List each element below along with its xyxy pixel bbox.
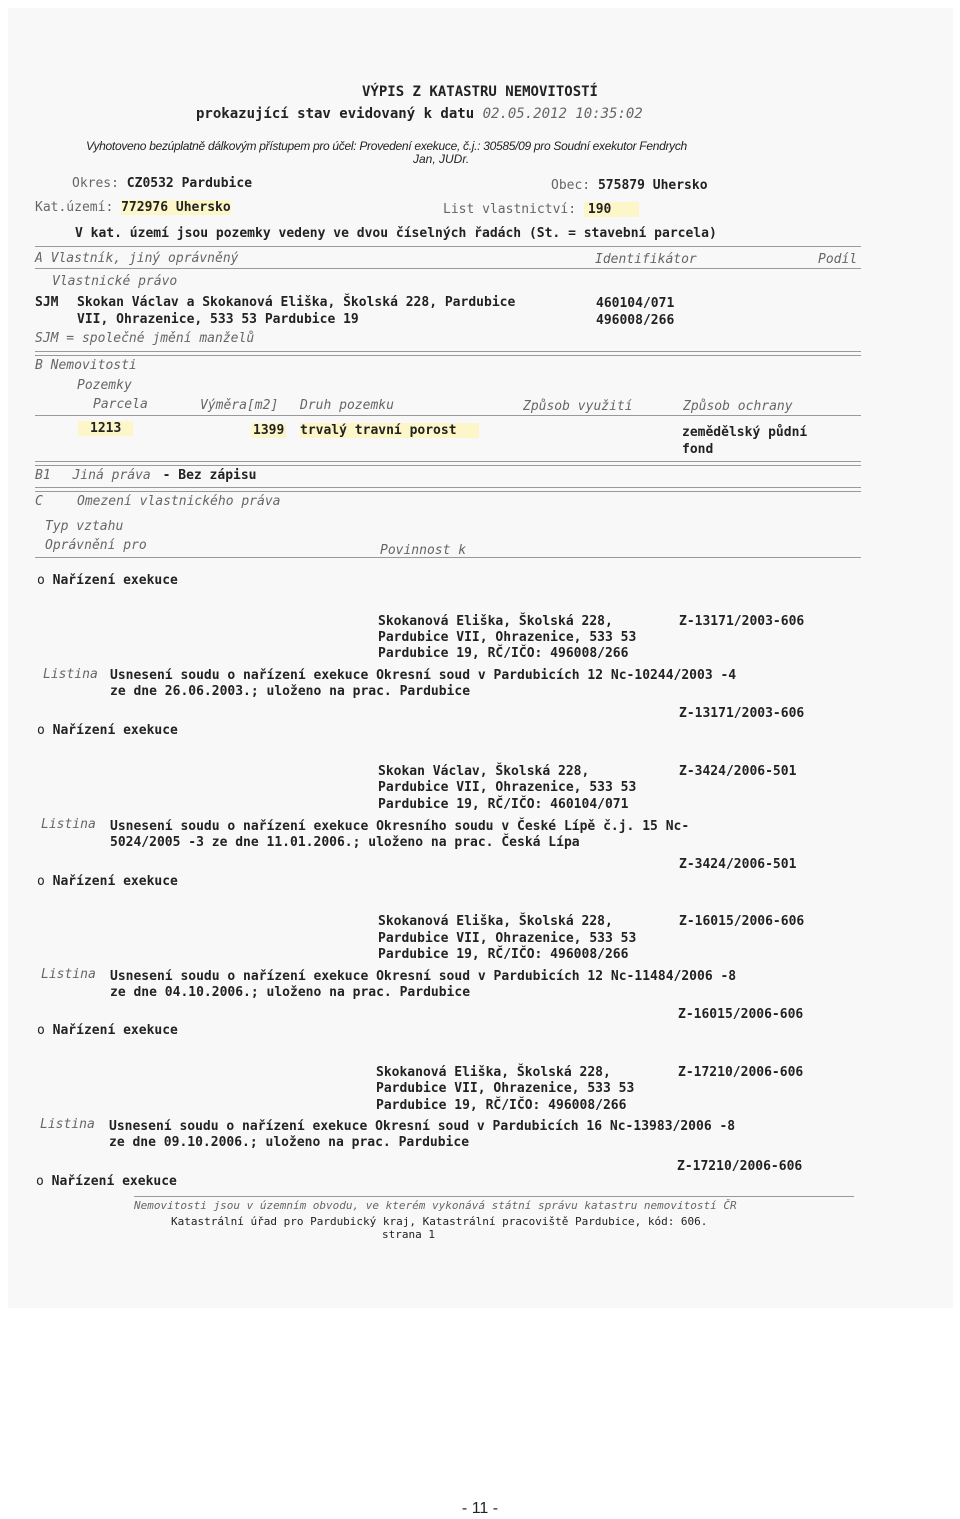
entry-reference: Z-13171/2003-606: [679, 706, 805, 721]
parcel-type: trvalý travní porost: [300, 423, 479, 438]
bullet: o: [36, 1174, 44, 1189]
protection-line-1: zemědělský půdní: [682, 425, 808, 440]
purpose-line-1: Vyhotoveno bezúplatně dálkovým přístupem pro účel: Provedení exekuce, č.j.: 30585/09 pro Soudní exekutor Fendrych: [86, 139, 687, 153]
listina-line-1: Usnesení soudu o nařízení exekuce Okresní soud v Pardubicích 16 Nc-13983/2006 -8: [109, 1119, 736, 1134]
execution-entry-title: o Nařízení exekuce: [37, 1023, 178, 1038]
party-line-3: Pardubice 19, RČ/IČO: 496008/266: [378, 947, 629, 962]
listina-line-1: Usnesení soudu o nařízení exekuce Okresní soud v Pardubicích 12 Nc-11484/2006 -8: [110, 969, 737, 984]
entry-reference: Z-16015/2006-606: [678, 1007, 804, 1022]
bullet: o: [37, 573, 45, 588]
footer-line-3: strana 1: [382, 1228, 435, 1241]
lv-row: [443, 202, 639, 217]
bullet: o: [37, 874, 45, 889]
ownership-right-heading: Vlastnické právo: [52, 274, 178, 289]
col-opravneni-pro: Oprávnění pro: [45, 538, 147, 553]
col-vymera: Výměra[m2]: [200, 398, 279, 413]
okres-row: [72, 176, 252, 191]
party-line-3: Pardubice 19, RČ/IČO: 496008/266: [376, 1098, 627, 1113]
section-b1-label: B1: [35, 468, 51, 483]
obec-value: 575879 Uhersko: [597, 178, 708, 193]
execution-entry-title: o Nařízení exekuce: [37, 573, 178, 588]
section-b1-heading: Jiná práva: [72, 468, 151, 483]
kat-value: 772976 Uhersko: [121, 200, 231, 215]
listina-label: Listina: [41, 967, 96, 982]
parcel-series-note: V kat. území jsou pozemky vedeny ve dvou číselných řadách (St. = stavební parcela): [75, 226, 717, 241]
listina-line-2: ze dne 04.10.2006.; uloženo na prac. Pardubice: [110, 985, 471, 1000]
party-line-1: Skokanová Eliška, Školská 228,: [378, 914, 613, 929]
listina-line-2: ze dne 26.06.2003.; uloženo na prac. Pardubice: [110, 684, 471, 699]
party-line-1: Skokanová Eliška, Školská 228,: [376, 1065, 611, 1080]
execution-entry-title: o Nařízení exekuce: [37, 723, 178, 738]
owner-id-2: 496008/266: [596, 313, 675, 328]
purpose-line-2: Jan, JUDr.: [413, 152, 470, 166]
divider: [35, 246, 861, 247]
divider: [35, 487, 861, 492]
section-a-heading: A Vlastník, jiný oprávněný: [35, 251, 239, 266]
subtitle-prefix: prokazující stav evidovaný k datu: [196, 106, 475, 122]
party-line-2: Pardubice VII, Ohrazenice, 533 53: [378, 630, 637, 645]
section-b-heading: B Nemovitosti: [35, 358, 137, 373]
lv-label: List vlastnictví:: [443, 202, 577, 217]
protection-line-2: fond: [682, 442, 714, 457]
execution-entry-title: o Nařízení exekuce: [37, 874, 178, 889]
entry-reference: Z-3424/2006-501: [679, 857, 797, 872]
obec-label: Obec:: [551, 178, 591, 193]
party-line-1: Skokan Václav, Školská 228,: [378, 764, 590, 779]
entry-reference: Z-17210/2006-606: [678, 1065, 804, 1080]
okres-label: Okres:: [72, 176, 119, 191]
kat-label: Kat.území:: [35, 200, 114, 215]
entry-reference: Z-3424/2006-501: [679, 764, 797, 779]
section-b1-value: - Bez zápisu: [162, 468, 257, 483]
footer-line-1: Nemovitosti jsou v územním obvodu, ve kterém vykonává státní správu katastru nemovitostí ČR: [134, 1199, 737, 1212]
listina-label: Listina: [43, 667, 98, 682]
party-line-2: Pardubice VII, Ohrazenice, 533 53: [376, 1081, 635, 1096]
parcel-number: 1213: [78, 421, 133, 436]
party-line-3: Pardubice 19, RČ/IČO: 460104/071: [378, 797, 629, 812]
divider: [35, 415, 861, 416]
document-title: VÝPIS Z KATASTRU NEMOVITOSTÍ: [361, 84, 598, 100]
divider: [35, 268, 861, 269]
subtitle-line: [196, 106, 643, 122]
col-druh: Druh pozemku: [300, 398, 394, 413]
listina-line-1: Usnesení soudu o nařízení exekuce Okresní soud v Pardubicích 12 Nc-10244/2003 -4: [110, 668, 737, 683]
section-c-heading: Omezení vlastnického práva: [77, 494, 281, 509]
footer-divider: [134, 1196, 854, 1197]
execution-entry-title: o Nařízení exekuce: [36, 1174, 177, 1189]
listina-line-2: 5024/2005 -3 ze dne 11.01.2006.; uloženo na prac. Česká Lípa: [110, 835, 580, 850]
parcel-area: 1399: [253, 423, 285, 438]
owner-prefix: SJM: [35, 295, 59, 310]
col-podil: Podíl: [818, 252, 858, 267]
listina-label: Listina: [41, 817, 96, 832]
footer-line-2: Katastrální úřad pro Pardubický kraj, Katastrální pracoviště Pardubice, kód: 606.: [171, 1215, 708, 1228]
entry-reference: Z-13171/2003-606: [679, 614, 805, 629]
listina-label: Listina: [40, 1117, 95, 1132]
party-line-1: Skokanová Eliška, Školská 228,: [378, 614, 613, 629]
okres-value: CZ0532 Pardubice: [126, 176, 253, 191]
party-line-2: Pardubice VII, Ohrazenice, 533 53: [378, 780, 637, 795]
divider: [35, 557, 861, 558]
divider: [35, 351, 861, 356]
section-c-label: C: [35, 494, 43, 509]
bullet: o: [37, 1023, 45, 1038]
col-typ-vztahu: Typ vztahu: [45, 519, 124, 534]
listina-line-2: ze dne 09.10.2006.; uloženo na prac. Pardubice: [109, 1135, 470, 1150]
section-b1-row: [35, 468, 257, 483]
party-line-2: Pardubice VII, Ohrazenice, 533 53: [378, 931, 637, 946]
lv-value: 190: [584, 202, 639, 217]
listina-line-1: Usnesení soudu o nařízení exekuce Okresního soudu v České Lípě č.j. 15 Nc-: [110, 819, 690, 834]
divider: [35, 461, 861, 466]
kat-row: [35, 200, 231, 215]
land-plots-heading: Pozemky: [77, 378, 132, 393]
entry-reference: Z-17210/2006-606: [677, 1159, 803, 1174]
col-parcela: Parcela: [93, 397, 148, 412]
col-vyuziti: Způsob využití: [523, 399, 633, 414]
owner-line-2: VII, Ohrazenice, 533 53 Pardubice 19: [77, 312, 359, 327]
owner-line-1: Skokan Václav a Skokanová Eliška, Školská 228, Pardubice: [77, 295, 516, 310]
page-number: - 11 -: [461, 1500, 499, 1517]
col-identifikator: Identifikátor: [595, 252, 697, 267]
obec-row: [551, 178, 708, 193]
entry-reference: Z-16015/2006-606: [679, 914, 805, 929]
owner-id-1: 460104/071: [596, 296, 675, 311]
party-line-3: Pardubice 19, RČ/IČO: 496008/266: [378, 646, 629, 661]
col-ochrana: Způsob ochrany: [683, 399, 793, 414]
sjm-footnote: SJM = společné jmění manželů: [35, 331, 255, 346]
col-povinnost-k: Povinnost k: [380, 543, 467, 558]
bullet: o: [37, 723, 45, 738]
extract-date: 02.05.2012 10:35:02: [482, 106, 643, 122]
